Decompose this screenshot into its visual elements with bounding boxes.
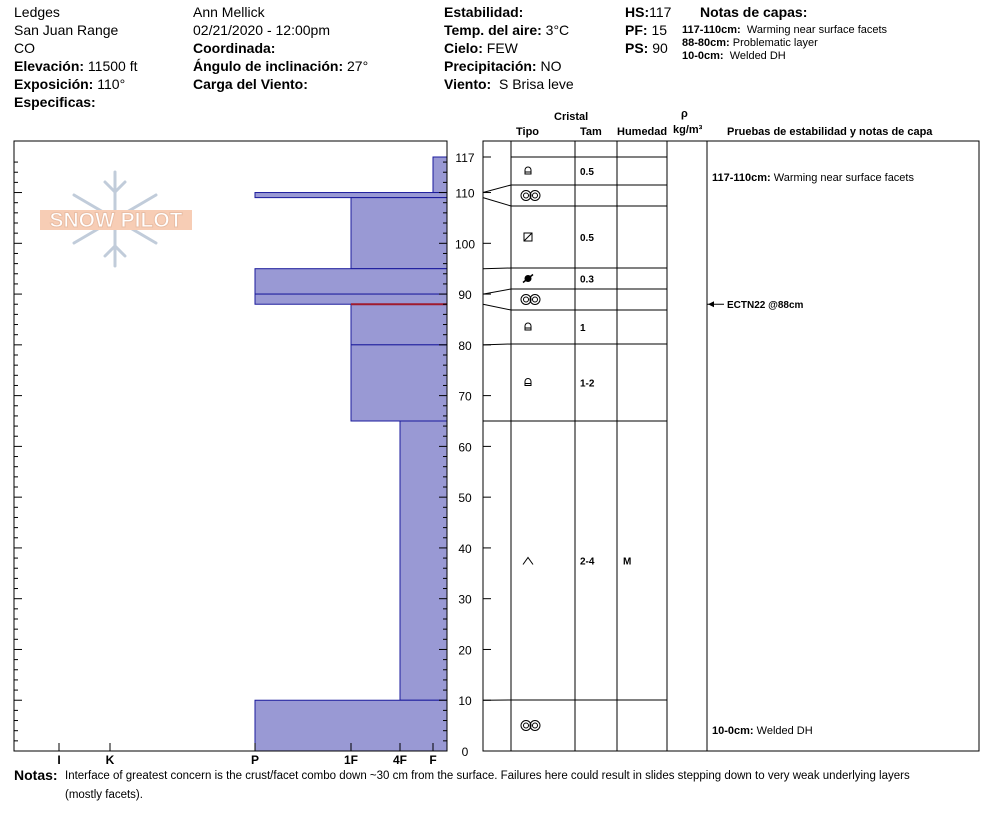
depth-tick-label: 40	[458, 541, 472, 556]
slope-value: 27°	[347, 58, 369, 74]
depth-tick-label: 60	[458, 440, 472, 455]
hardness-tick-label: K	[105, 753, 115, 767]
pf-label: PF:	[625, 22, 648, 38]
pf-value: 15	[651, 22, 668, 38]
layer-notes-title: Notas de capas:	[700, 4, 808, 20]
mf-inner-right	[533, 297, 538, 302]
layer-table-frame	[483, 141, 979, 751]
layer-connector	[483, 344, 511, 345]
note-text: Warming near surface facets	[773, 172, 914, 184]
air-temp-value: 3°C	[545, 22, 570, 38]
sky-value: FEW	[486, 40, 518, 56]
note-range: 10-0cm:	[712, 725, 757, 737]
depth-tick-label: 20	[458, 643, 472, 658]
moisture-header: Humedad	[617, 126, 668, 138]
depth-tick-label: 90	[458, 288, 472, 303]
hardness-tick-label: 1F	[343, 753, 359, 767]
crystal-header: Cristal	[554, 111, 589, 123]
hardness-layer-bar	[351, 304, 447, 345]
layer-connector	[483, 185, 511, 193]
tests-header: Pruebas de estabilidad y notas de capa	[727, 126, 933, 138]
grain-size-value: 1	[580, 323, 586, 334]
facet-shape	[525, 167, 531, 174]
observer-name: Ann Mellick	[193, 4, 265, 20]
elevation-value: 11500 ft	[87, 58, 138, 74]
facet-rounding-grain-icon	[525, 167, 531, 174]
layer-connector	[483, 304, 511, 310]
air-temp-label: Temp. del aire:	[444, 22, 542, 38]
snowpilot-logo	[40, 172, 192, 266]
mf-inner-right	[533, 193, 538, 198]
dh-chevron	[523, 558, 533, 565]
slope-label: Ángulo de inclinación:	[193, 58, 344, 74]
note-text: Welded DH	[756, 725, 813, 737]
logo-text: SNOW PILOT	[49, 209, 183, 232]
stability-label: Estabilidad:	[444, 4, 524, 20]
grain-size-value: 2-4	[580, 556, 595, 568]
melt-freeze-grain-icon	[521, 721, 540, 731]
precip-value: NO	[540, 58, 562, 74]
grain-size-value: 1-2	[580, 378, 595, 390]
grain-size-value: 0.5	[580, 167, 594, 178]
type-header: Tipo	[516, 126, 540, 138]
hs-value: 117	[649, 4, 672, 20]
layer-note-range: 117-110cm:	[682, 24, 741, 36]
test-arrow-icon	[708, 301, 714, 307]
state: CO	[14, 40, 35, 56]
hardness-tick-label: F	[429, 753, 437, 767]
hardness-layer-bar	[400, 421, 447, 700]
melt-freeze-grain-icon	[521, 295, 540, 305]
hardness-layer-bar	[351, 198, 447, 269]
hardness-tick-label: I	[57, 753, 61, 767]
location-name: Ledges	[14, 4, 60, 20]
observation-datetime: 02/21/2020 - 12:00pm	[193, 22, 330, 38]
depth-tick-label: 30	[458, 592, 472, 607]
grain-size-value: 0.3	[580, 274, 594, 286]
specifics-label: Especificas:	[14, 94, 96, 110]
ps-value: 90	[652, 40, 668, 56]
depth-tick-label: 10	[458, 694, 472, 709]
facet-rounding-grain-icon	[525, 379, 531, 386]
facet-shape	[525, 379, 531, 386]
facet-diagonal	[524, 233, 532, 241]
wind-load-label: Carga del Viento:	[193, 76, 308, 92]
hardness-layer-bar	[255, 294, 447, 304]
layer-note-range: 88-80cm:	[682, 37, 730, 49]
depth-tick-label: 117	[455, 151, 475, 165]
precip-label: Precipitación:	[444, 58, 537, 74]
facet-shape	[525, 323, 531, 330]
ice-grain-icon	[523, 275, 533, 283]
melt-freeze-grain-icon	[521, 191, 540, 201]
layer-note-range: 10-0cm:	[682, 50, 724, 62]
layer-connector	[483, 198, 511, 206]
mf-inner-left	[524, 193, 529, 198]
hardness-tick-label: 4F	[392, 753, 408, 767]
layer-note-text: Welded DH	[729, 50, 786, 62]
hardness-layer-bar	[255, 193, 447, 198]
aspect-value: 110°	[97, 76, 126, 92]
depth-tick-label: 50	[458, 491, 472, 506]
hardness-layer-bar	[351, 345, 447, 421]
ps-label: PS:	[625, 40, 649, 56]
table-layer-note	[712, 172, 914, 184]
depth-tick-label: 110	[455, 186, 475, 201]
faceted-mixed-grain-icon	[524, 233, 532, 241]
wind-value: S Brisa leve	[498, 76, 574, 92]
mf-inner-right	[533, 723, 538, 728]
mf-inner-left	[524, 297, 529, 302]
size-header: Tam	[580, 126, 602, 138]
table-layer-note	[712, 725, 813, 737]
aspect-label: Exposición:	[14, 76, 94, 92]
note-range: 117-110cm:	[712, 172, 774, 184]
depth-tick-label: 70	[458, 389, 472, 404]
hardness-layer-bar	[255, 269, 447, 294]
hardness-tick-label: P	[250, 753, 260, 767]
layer-connector	[483, 268, 511, 269]
layer-note-text: Problematic layer	[732, 37, 818, 49]
notes-text-continued: (mostly facets).	[65, 789, 143, 801]
depth-tick-label: 0	[461, 745, 469, 759]
notes-label: Notas:	[14, 767, 58, 783]
wind-label: Viento:	[444, 76, 492, 92]
grain-size-value: 0.5	[580, 233, 594, 244]
layer-note-text: Warming near surface facets	[746, 24, 888, 36]
mf-inner-left	[524, 723, 529, 728]
notes-text: Interface of greatest concern is the crust/facet combo down ~30 cm from the surface. Failures here could result in slides stepping down to very weak underlying layers	[65, 770, 910, 782]
elevation-label: Elevación:	[14, 58, 85, 74]
density-unit: kg/m³	[673, 124, 703, 136]
test-result-label: ECTN22 @88cm	[727, 300, 804, 312]
depth-hoar-grain-icon	[523, 558, 533, 565]
depth-tick-label: 100	[454, 237, 476, 252]
facet-rounding-grain-icon	[525, 323, 531, 330]
mountain-range: San Juan Range	[14, 22, 119, 38]
depth-tick-label: 80	[458, 338, 472, 353]
sky-label: Cielo:	[444, 40, 483, 56]
coordinate-label: Coordinada:	[193, 40, 276, 56]
hs-label: HS:	[625, 4, 650, 20]
moisture-value: M	[623, 556, 632, 568]
layer-connector	[483, 289, 511, 294]
density-rho: ρ	[681, 108, 688, 120]
